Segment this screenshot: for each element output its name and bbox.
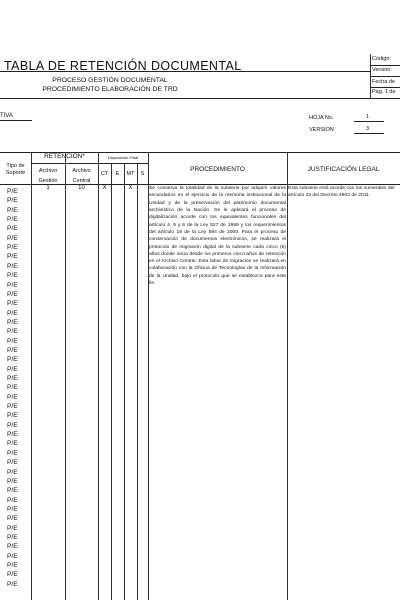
- col-e: E: [115, 171, 120, 177]
- support-type-item: P/E: [7, 356, 18, 364]
- col-archivo-gestion: Archivo Gestión: [38, 168, 58, 184]
- date-label: Fecha de: [372, 79, 395, 85]
- support-type-item: P/E: [7, 552, 18, 560]
- support-type-item: P/E: [7, 337, 18, 345]
- support-type-item: P/E: [7, 487, 18, 495]
- support-type-item: P/E: [7, 533, 18, 541]
- support-type-item: P/E: [7, 300, 18, 308]
- support-type-item: P/E: [7, 225, 18, 233]
- support-type-item: P/E: [7, 328, 18, 336]
- support-type-item: P/E: [7, 412, 18, 420]
- support-type-item: P/E: [7, 477, 18, 485]
- col-archivo-central: Archivo Central: [72, 168, 91, 184]
- code-label: Código:: [372, 56, 391, 62]
- disposition-mt-mark: X: [128, 185, 133, 191]
- col-retencion: RETENCIÓN*: [44, 153, 85, 160]
- support-type-item: P/E: [7, 272, 18, 280]
- col-procedimiento: PROCEDIMIENTO: [190, 166, 245, 173]
- col-justificacion: JUSTIFICACIÓN LEGAL: [307, 166, 380, 173]
- support-type-item: P/E: [7, 309, 18, 317]
- support-type-item: P/E: [7, 318, 18, 326]
- page-label: Pág. 1 de: [372, 89, 396, 95]
- support-type-item: P/E: [7, 262, 18, 270]
- support-type-item: P/E: [7, 524, 18, 532]
- support-type-item: P/E: [7, 197, 18, 205]
- support-type-item: P/E: [7, 431, 18, 439]
- support-type-item: P/E: [7, 449, 18, 457]
- retention-central-value: 10: [78, 185, 85, 191]
- version-meta-label: Versión:: [372, 67, 392, 73]
- hoja-label: HOJA No.: [309, 115, 334, 121]
- col-s: S: [140, 171, 145, 177]
- hoja-value: 1: [366, 114, 370, 120]
- support-type-item: P/E: [7, 216, 18, 224]
- col-disposicion-final: Disposición Final: [107, 155, 139, 160]
- support-type-item: P/E: [7, 459, 18, 467]
- support-type-item: P/E: [7, 234, 18, 242]
- support-type-item: P/E: [7, 496, 18, 504]
- support-type-item: P/E: [7, 440, 18, 448]
- col-ct: CT: [100, 171, 109, 177]
- support-type-item: P/E: [7, 562, 18, 569]
- support-type-item: P/E: [7, 290, 18, 298]
- retention-gestion-value: 1: [46, 185, 50, 191]
- support-type-item: P/E: [7, 365, 18, 373]
- version-value: 3: [366, 126, 370, 132]
- support-type-item: P/E: [7, 421, 18, 429]
- col-tipo-soporte: Tipo de Soporte: [5, 163, 26, 176]
- support-type-item: P/E: [7, 346, 18, 354]
- support-type-item: P/E: [7, 515, 18, 523]
- support-type-item: P/E: [7, 403, 18, 411]
- procedure-label: PROCEDIMIENTO ELABORACIÓN DE TRD: [42, 86, 178, 93]
- procedure-text: Se conserva la totalidad de la subserie por adquirir valores secundarios en el ejercicio de la memoria institucional de la Unidad y de la preservación del patrimonio documental archivístico de la Nación. Se le aplicará el proceso de digitalización acorde con los equivalentes funcionales del artículo 4, 5 y 6 de la Ley 527 de 1999 y los requerimientos del artículo 19 de la Ley 594 de 2000. Para el proceso de conservación de documentos electrónicos, se realizará el protocolo de migración digital de la subserie cada cinco (5) años donde inicia desde los primeros cinco años de retención en el Archivo Central. Esta labor de migración se realizará en colaboración con la Oficina de Tecnologías de la Información de la Unidad, bajo el protocolo que se establezca para este fin.: [149, 186, 286, 287]
- document-title: TABLA DE RETENCIÓN DOCUMENTAL: [4, 59, 242, 73]
- support-type-item: P/E: [7, 244, 18, 252]
- process-label: PROCESO GESTIÓN DOCUMENTAL: [52, 77, 168, 84]
- support-type-item: P/E: [7, 188, 18, 195]
- support-type-item: P/E: [7, 375, 18, 382]
- support-type-item: P/E: [7, 206, 18, 214]
- col-mt: MT: [126, 171, 135, 177]
- disposition-ct-mark: X: [102, 185, 107, 191]
- legal-justification-text: Esta subserie está acorde con los numerales del artículo 23 del Decreto 4802 de 2011.: [288, 186, 395, 199]
- support-type-item: P/E: [7, 281, 18, 289]
- support-type-item: P/E: [7, 571, 18, 579]
- left-fragment-label: TIVA: [0, 113, 13, 119]
- version-label: VERSION: [309, 127, 334, 133]
- support-type-item: P/E: [7, 505, 18, 513]
- support-type-item: P/E: [7, 253, 18, 261]
- support-type-item: P/E: [7, 580, 18, 588]
- support-type-item: P/E: [7, 384, 18, 392]
- support-type-item: P/E: [7, 468, 18, 476]
- support-type-item: P/E: [7, 543, 18, 551]
- support-type-item: P/E: [7, 393, 18, 401]
